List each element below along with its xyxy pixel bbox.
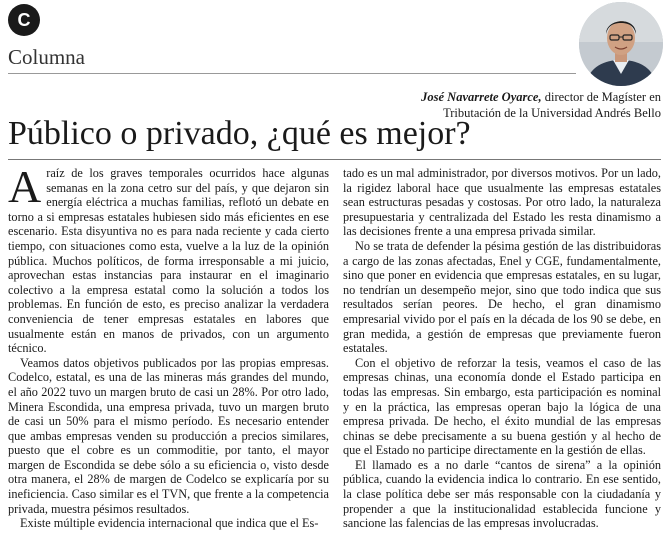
- headline: Público o privado, ¿qué es mejor?: [8, 115, 471, 152]
- paragraph: Con el objetivo de reforzar la tesis, veamos el caso de las empresas chinas, una economía donde el Estado participa en todas las empresas. Sin embargo, esta participación es nominal y en la práctica, las empresas operan bajo la lógica de una empresa privada. De hecho, el éxito mundial de las empresas chinas se debe precisamente a su buena gestión y al hecho de que el Estado no participe directamente en la gestión de ellas.: [343, 355, 661, 458]
- paragraph-text: raíz de los graves temporales ocurridos hace algunas semanas en la zona cetro sur del país, y que dejaron sin energía eléctrica a muchas familias, reflotó un debate en torno a si empresas estatales hubiesen sido más eficientes en ese escenario. Esta disyuntiva no es para nada reciente y cada cierto tiempo, con situaciones como esta, vuelve a la luz de la opinión pública. Muchos políticos, de forma irresponsable a mi juicio, aprovechan estas instancias para instaurar en el imaginario colectivo a la empresa estatal como la solución a todos los problemas. En función de esto, es preciso analizar la verdadera conveniencia de tener empresas estatales en labores que usualmente están en manos de privados, con un argumento técnico.: [8, 166, 329, 356]
- author-portrait-icon: [579, 2, 663, 86]
- headline-divider: [8, 159, 661, 160]
- paragraph: No se trata de defender la pésima gestión de las distribuidoras a cargo de las zonas afectadas, Enel y CGE, fundamentalmente, sino que poner en evidencia que empresas estatales, en su lugar, no tendrían un desempeño mejor, sino que todo indica que sus resultados serían peores. De hecho, el gran dinamismo empresarial vivido por el país en la década de los 90 se debe, en gran medida, a gestión de empresas que previamente fueron estatales.: [343, 238, 661, 356]
- author-role-line1: director de Magíster en: [541, 90, 661, 104]
- author-name: José Navarrete Oyarce,: [421, 90, 542, 104]
- article-column-right: [343, 166, 661, 531]
- paragraph: [8, 161, 329, 356]
- paragraph: Veamos datos objetivos publicados por las propias empresas. Codelco, estatal, es una de las mineras más grandes del mundo, el año 2022 tuvo un margen bruto de casi un 28%. Por otro lado, Minera Escondida, una empresa privada, tuvo un margen bruto de casi un 50% para el mismo período. Es necesario entender que ambas empresas venden su producción a precios similares, puesto que el cobre es un commoditie, por tanto, el mayor margen de Escondida se debe sólo a su eficiencia o, visto desde otra manera, el 28% de margen de Codelco se explicaría por su ineficiencia. Caso similar es el TVN, que frente a la competencia privada, muestra pésimos resultados.: [8, 355, 329, 516]
- author-photo: [579, 2, 663, 86]
- paragraph: tado es un mal administrador, por diversos motivos. Por un lado, la rigidez laboral hace que usualmente las empresas estatales sean estructuras pesadas y costosas. Por otro lado, la naturaleza presupuestaria y centralizada del Estado les resta dinamismo a las decisiones frente a una empresa privada similar.: [343, 166, 661, 239]
- header-divider: [8, 73, 576, 74]
- author-role-line2: Tributación de la Universidad Andrés Bello: [443, 106, 661, 120]
- section-label: Columna: [8, 45, 85, 69]
- paragraph: El llamado es a no darle “cantos de sirena” a la opinión pública, cuando la evidencia indica lo contrario. En ese sentido, la clase política debe ser más responsable con la ciudadanía y propender a que la institucionalidad establecida funcione y sancione las falencias de las empresas involucradas.: [343, 457, 661, 531]
- article-column-left: [8, 161, 329, 531]
- section-badge: C: [8, 4, 40, 36]
- drop-cap: A: [8, 161, 42, 212]
- paragraph: Existe múltiple evidencia internacional que indica que el Es-: [20, 516, 319, 531]
